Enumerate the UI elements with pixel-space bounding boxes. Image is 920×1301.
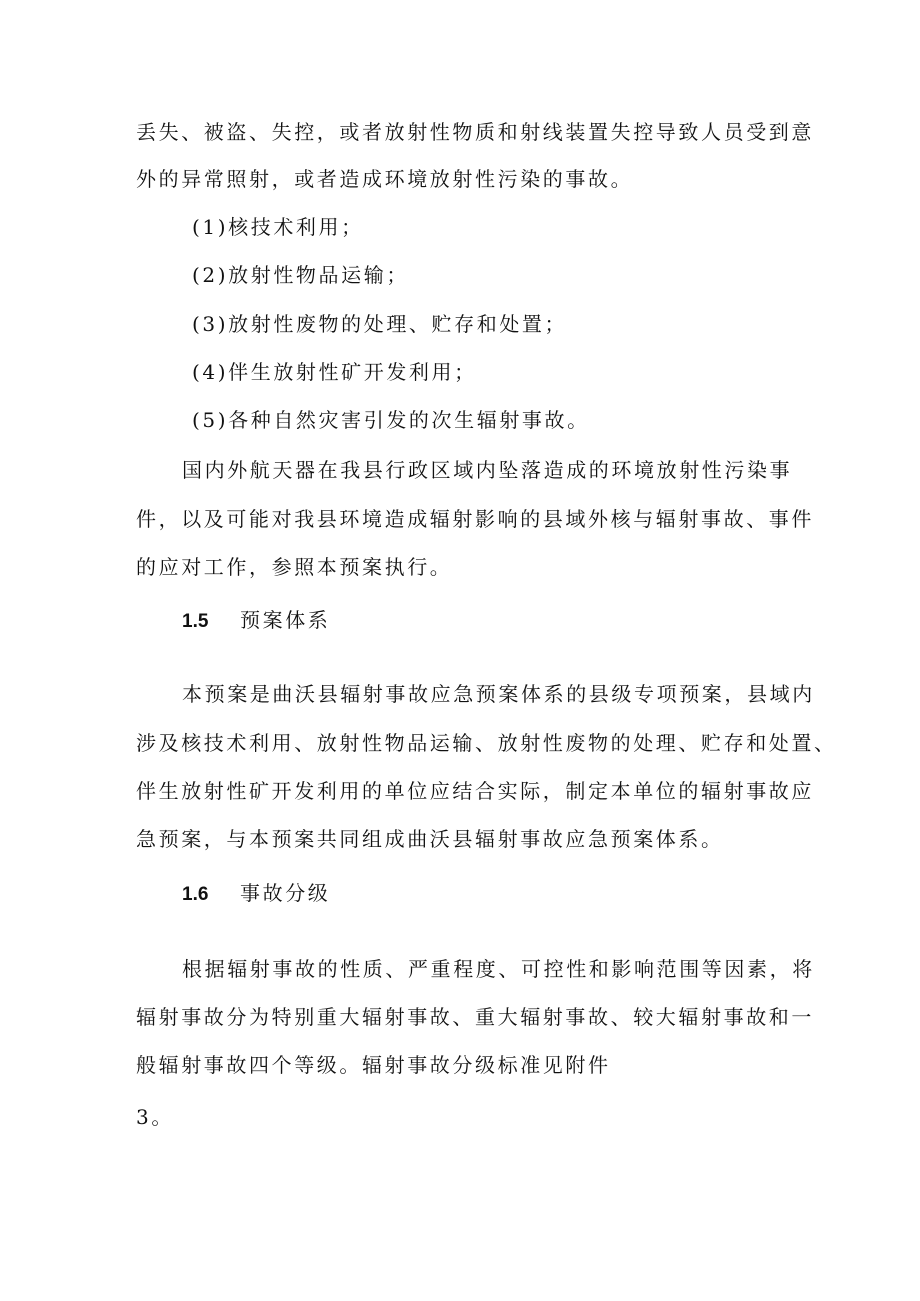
list-item: (4)伴生放射性矿开发利用； — [192, 360, 477, 384]
list-item: (1)核技术利用； — [192, 215, 364, 239]
paragraph-line: 辐射事故分为特别重大辐射事故、重大辐射事故、较大辐射事故和一 — [136, 1005, 814, 1029]
paragraph-line: 急预案，与本预案共同组成曲沃县辐射事故应急预案体系。 — [136, 827, 724, 851]
paragraph-line: 3。 — [136, 1105, 174, 1129]
paragraph-line: 外的异常照射，或者造成环境放射性污染的事故。 — [136, 167, 634, 191]
section-number: 1.5 — [182, 611, 209, 632]
paragraph-line: 根据辐射事故的性质、严重程度、可控性和影响范围等因素，将 — [182, 957, 815, 981]
section-heading-1-6 — [182, 879, 330, 909]
list-item: (5)各种自然灾害引发的次生辐射事故。 — [192, 408, 590, 432]
paragraph-line: 的应对工作，参照本预案执行。 — [136, 555, 453, 579]
list-item: (2)放射性物品运输； — [192, 263, 409, 287]
paragraph-line: 般辐射事故四个等级。辐射事故分级标准见附件 — [136, 1053, 611, 1077]
paragraph-line: 涉及核技术利用、放射性物品运输、放射性废物的处理、贮存和处置、 — [136, 731, 837, 755]
paragraph-line: 国内外航天器在我县行政区域内坠落造成的环境放射性污染事 — [182, 458, 793, 482]
section-title: 预案体系 — [240, 608, 331, 632]
paragraph-line: 件，以及可能对我县环境造成辐射影响的县域外核与辐射事故、事件 — [136, 507, 814, 531]
section-heading-1-5 — [182, 606, 330, 636]
paragraph-line: 伴生放射性矿开发利用的单位应结合实际，制定本单位的辐射事故应 — [136, 779, 814, 803]
paragraph-line: 丢失、被盗、失控，或者放射性物质和射线装置失控导致人员受到意 — [136, 120, 814, 144]
paragraph-line: 本预案是曲沃县辐射事故应急预案体系的县级专项预案，县域内 — [182, 682, 815, 706]
section-number: 1.6 — [182, 884, 209, 905]
section-title: 事故分级 — [240, 881, 331, 905]
list-item: (3)放射性废物的处理、贮存和处置； — [192, 312, 568, 336]
